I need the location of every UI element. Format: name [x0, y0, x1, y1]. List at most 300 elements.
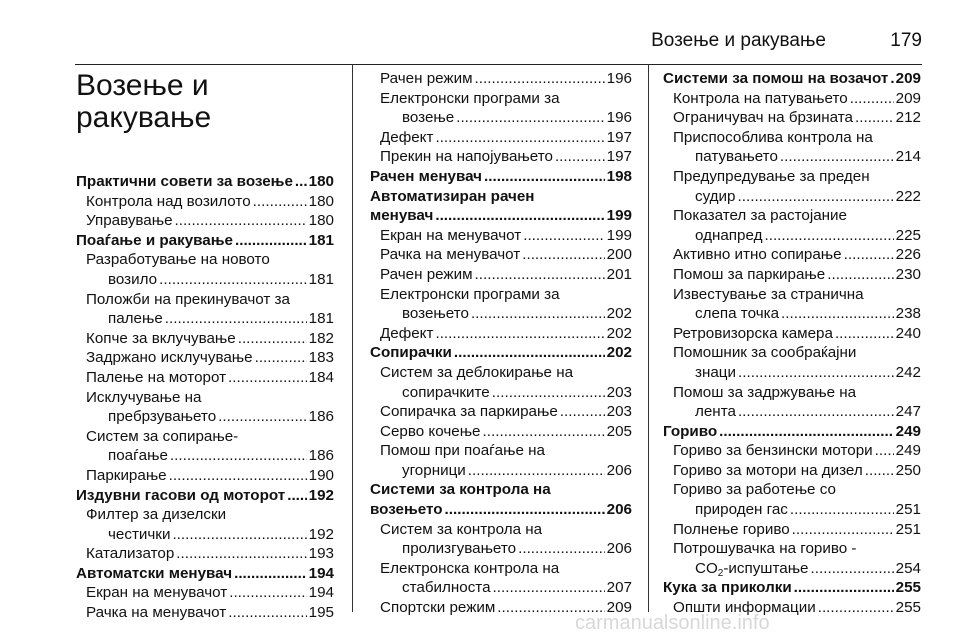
- toc-entry: [663, 245, 921, 265]
- entry-title-cont: однапред: [695, 226, 763, 244]
- entry-row: [380, 108, 632, 128]
- toc-entry: [663, 265, 921, 285]
- entry-title: Екран на менувачот: [380, 226, 522, 244]
- page-ref: 180: [308, 192, 334, 210]
- entry-title: Гориво за мотори на дизел: [673, 461, 863, 479]
- entry-row: [86, 583, 334, 603]
- toc-entry: [663, 108, 921, 128]
- page-ref: 226: [895, 246, 921, 264]
- page-ref: 242: [895, 363, 921, 381]
- leader-dots: [234, 564, 307, 584]
- entry-row: [673, 226, 921, 246]
- entry-title: Помошник за сообраќајни: [673, 344, 857, 362]
- leader-dots: [865, 461, 894, 481]
- entry-row: [673, 108, 921, 128]
- entry-row: [673, 500, 921, 520]
- leader-dots: [456, 108, 604, 128]
- chapter-title: Возење и ракување: [76, 69, 212, 134]
- entry-row: [673, 363, 921, 383]
- page-ref: 203: [606, 383, 632, 401]
- subscript: 2: [717, 567, 724, 579]
- entry-row: [673, 441, 921, 461]
- entry-title: Катализатор: [86, 545, 175, 563]
- entry-row: [380, 578, 632, 598]
- entry-title: Помош за паркирање: [673, 265, 826, 283]
- toc-column-3: [663, 64, 921, 618]
- entry-title: Систем за контрола на: [380, 520, 543, 538]
- toc-entry: [370, 226, 632, 246]
- toc-entry: [76, 290, 334, 329]
- page-ref: 205: [606, 422, 632, 440]
- page-ref: 183: [308, 349, 334, 367]
- leader-dots: [218, 407, 306, 427]
- leader-dots: [737, 187, 893, 207]
- leader-dots: [890, 69, 893, 89]
- leader-dots: [492, 383, 605, 403]
- leader-dots: [229, 583, 306, 603]
- entry-title: Рачен менувач: [370, 167, 482, 185]
- column-divider: [352, 64, 353, 612]
- entry-title: Разработување на новото: [86, 251, 270, 269]
- entry-title: Гориво за работење со: [673, 481, 836, 499]
- entry-row: [663, 422, 921, 442]
- entry-row: [380, 422, 632, 442]
- page-ref: 206: [606, 540, 632, 558]
- leader-dots: [780, 147, 894, 167]
- toc-section-entry: [76, 172, 334, 192]
- leader-dots: [228, 368, 307, 388]
- entry-title-cont: лента: [695, 403, 736, 421]
- toc-section-entry: [370, 167, 632, 187]
- toc-entry: [663, 285, 921, 324]
- entry-title: Показател за растојание: [673, 207, 847, 225]
- entry-row: [380, 226, 632, 246]
- leader-dots: [238, 329, 307, 349]
- leader-dots: [560, 402, 605, 422]
- page-ref: 250: [895, 461, 921, 479]
- page-ref: 202: [606, 305, 632, 323]
- leader-dots: [253, 192, 307, 212]
- entry-title: Ретровизорска камера: [673, 324, 833, 342]
- toc-entry: [76, 250, 334, 289]
- toc-list: [76, 172, 334, 623]
- page-ref: 184: [308, 368, 334, 386]
- entry-title: Системи за контрола на: [370, 481, 551, 499]
- entry-title-cont: возењето: [402, 305, 469, 323]
- toc-section-entry: [76, 486, 334, 506]
- entry-row: [370, 500, 632, 520]
- leader-dots: [435, 128, 604, 148]
- leader-dots: [827, 265, 893, 285]
- entry-title-cont: возењето: [370, 501, 443, 519]
- entry-title: Електронска контрола на: [380, 559, 560, 577]
- toc-entry: [370, 520, 632, 559]
- leader-dots: [175, 211, 307, 231]
- entry-row: [673, 89, 921, 109]
- entry-row: [76, 172, 334, 192]
- toc-entry: [370, 324, 632, 344]
- page-header: [0, 30, 960, 64]
- toc-entry: [76, 544, 334, 564]
- page-ref: 202: [606, 344, 632, 362]
- entry-title: Автоматизиран рачен: [370, 187, 535, 205]
- page-ref: 199: [606, 207, 632, 225]
- toc-entry: [76, 368, 334, 388]
- toc-entry: [370, 69, 632, 89]
- page-ref: 196: [606, 109, 632, 127]
- entry-title: Рачен режим: [380, 265, 473, 283]
- page-ref: 247: [895, 403, 921, 421]
- toc-entry: [370, 245, 632, 265]
- entry-row: [673, 520, 921, 540]
- toc-entry: [76, 388, 334, 427]
- entry-title-cont: пребрзувањето: [108, 408, 217, 426]
- toc-entry: [76, 427, 334, 466]
- entry-row: [380, 128, 632, 148]
- entry-title: Паркирање: [86, 466, 167, 484]
- page-ref: 238: [895, 305, 921, 323]
- entry-title: Копче за вклучување: [86, 329, 236, 347]
- page-ref: 230: [895, 265, 921, 283]
- leader-dots: [172, 525, 306, 545]
- page-ref: 186: [308, 447, 334, 465]
- toc-entry: [370, 265, 632, 285]
- entry-title-cont: природен гас: [695, 501, 788, 519]
- entry-row: [663, 578, 921, 598]
- entry-title: Помош за задржување на: [673, 383, 857, 401]
- toc-entry: [76, 348, 334, 368]
- leader-dots: [844, 245, 894, 265]
- leader-dots: [719, 422, 893, 442]
- entry-title: Кука за приколки: [663, 579, 792, 597]
- toc-section-entry: [663, 422, 921, 442]
- toc-column-1: [76, 64, 334, 623]
- entry-row: [86, 368, 334, 388]
- entry-title: Задржано исклучување: [86, 349, 253, 367]
- entry-title: Електронски програми за: [380, 89, 560, 107]
- entry-row: [86, 407, 334, 427]
- toc-entry: [663, 441, 921, 461]
- entry-title: Приспособлива контрола на: [673, 128, 873, 146]
- toc-entry: [370, 559, 632, 598]
- toc-list: [370, 69, 632, 618]
- leader-dots: [255, 348, 307, 368]
- entry-title-cont: патувањето: [695, 148, 778, 166]
- entry-title: Помош при поаѓање на: [380, 442, 545, 460]
- leader-dots: [454, 343, 605, 363]
- toc-entry: [76, 211, 334, 231]
- toc-entry: [663, 206, 921, 245]
- entry-title-cont: поаѓање: [108, 447, 168, 465]
- toc-entry: [663, 343, 921, 382]
- toc-entry: [663, 167, 921, 206]
- page-ref: 202: [606, 324, 632, 342]
- leader-dots: [445, 500, 605, 520]
- entry-title-cont: палење: [108, 310, 163, 328]
- leader-dots: [435, 324, 604, 344]
- page-ref: 193: [308, 545, 334, 563]
- toc-entry: [76, 505, 334, 544]
- toc-entry: [663, 324, 921, 344]
- toc-section-entry: [663, 69, 921, 89]
- page-ref: 181: [308, 270, 334, 288]
- toc-entry: [76, 603, 334, 623]
- toc-entry: [370, 363, 632, 402]
- leader-dots: [522, 245, 604, 265]
- page-ref: 212: [895, 109, 921, 127]
- entry-row: [370, 206, 632, 226]
- entry-row: [76, 564, 334, 584]
- entry-title: Систем за деблокирање на: [380, 363, 574, 381]
- column-divider: [648, 64, 649, 612]
- leader-dots: [235, 231, 307, 251]
- entry-title-cont: стабилноста: [402, 579, 491, 597]
- entry-title: Положби на прекинувачот за: [86, 290, 290, 308]
- page-ref: 206: [606, 461, 632, 479]
- entry-title: Систем за сопирање-: [86, 427, 239, 445]
- entry-title: Управување: [86, 212, 173, 230]
- entry-title: Исклучување на: [86, 388, 202, 406]
- entry-title: Општи информации: [673, 599, 816, 617]
- leader-dots: [287, 486, 306, 506]
- entry-title: Издувни гасови од моторот: [76, 486, 286, 504]
- toc-section-entry: [370, 343, 632, 363]
- entry-row: [673, 265, 921, 285]
- running-title: Возење и ракување: [651, 30, 826, 51]
- entry-title: Активно итно сопирање: [673, 246, 842, 264]
- page-ref: 180: [308, 212, 334, 230]
- page-ref: 251: [895, 501, 921, 519]
- entry-title: Сопирачки: [370, 344, 452, 362]
- entry-title-cont: угорници: [402, 461, 466, 479]
- toc-section-entry: [370, 480, 632, 519]
- toc-section-entry: [370, 187, 632, 226]
- page-ref: 194: [308, 584, 334, 602]
- toc-entry: [663, 383, 921, 422]
- toc-section-entry: [76, 231, 334, 251]
- page-ref: 201: [606, 265, 632, 283]
- leader-dots: [811, 559, 894, 579]
- toc-section-entry: [76, 564, 334, 584]
- entry-title-cont: $CO_2$-испуштање: [695, 559, 809, 579]
- leader-dots: [435, 206, 604, 226]
- entry-row: [673, 402, 921, 422]
- leader-dots: [855, 108, 894, 128]
- page-ref: 225: [895, 226, 921, 244]
- entry-row: [380, 383, 632, 403]
- page-ref: 255: [895, 599, 921, 617]
- leader-dots: [850, 89, 894, 109]
- page-ref: 194: [308, 564, 334, 582]
- entry-title: Електронски програми за: [380, 285, 560, 303]
- leader-dots: [794, 578, 894, 598]
- entry-row: [380, 539, 632, 559]
- leader-dots: [159, 270, 307, 290]
- page-ref: 209: [895, 89, 921, 107]
- page-ref: 180: [308, 173, 334, 190]
- leader-dots: [468, 461, 605, 481]
- toc-entry: [76, 583, 334, 603]
- leader-dots: [471, 304, 605, 324]
- entry-row: [673, 187, 921, 207]
- leader-dots: [835, 324, 894, 344]
- leader-dots: [555, 147, 605, 167]
- toc-entry: [370, 402, 632, 422]
- toc-entry: [663, 520, 921, 540]
- toc-entry: [663, 461, 921, 481]
- page-ref: 214: [895, 148, 921, 166]
- entry-row: [673, 245, 921, 265]
- toc-entry: [76, 466, 334, 486]
- entry-title-cont: сопирачките: [402, 383, 490, 401]
- entry-row: [370, 167, 632, 187]
- entry-title: Рачен режим: [380, 70, 473, 87]
- entry-row: [673, 559, 921, 579]
- page-ref: 249: [895, 422, 921, 440]
- entry-title-cont: честички: [108, 525, 171, 543]
- entry-row: [380, 402, 632, 422]
- leader-dots: [764, 226, 893, 246]
- page-ref: 209: [606, 599, 632, 617]
- leader-dots: [176, 544, 306, 564]
- leader-dots: [169, 466, 307, 486]
- entry-title: Известување за странична: [673, 285, 864, 303]
- entry-row: [76, 486, 334, 506]
- entry-row: [86, 309, 334, 329]
- entry-title: Контрола над возилото: [86, 192, 251, 210]
- page-ref: 197: [606, 148, 632, 166]
- entry-title: Дефект: [380, 128, 434, 146]
- toc-entry: [663, 480, 921, 519]
- entry-title: Практични совети за возење: [76, 173, 293, 190]
- entry-title: Екран на менувачот: [86, 584, 228, 602]
- leader-dots: [170, 446, 307, 466]
- entry-title: Поаѓање и ракување: [76, 231, 233, 249]
- page-ref: 199: [606, 226, 632, 244]
- entry-title: Автоматски менувач: [76, 564, 233, 582]
- entry-title-cont: слепа точка: [695, 305, 780, 323]
- entry-row: [380, 304, 632, 324]
- page-ref: 251: [895, 520, 921, 538]
- page-ref: 181: [308, 231, 334, 249]
- entry-title: Ограничувач на брзината: [673, 109, 853, 127]
- entry-row: [673, 147, 921, 167]
- entry-row: [86, 211, 334, 231]
- entry-row: [86, 525, 334, 545]
- entry-row: [86, 329, 334, 349]
- entry-title: Прекин на напојувањето: [380, 148, 553, 166]
- entry-row: [380, 245, 632, 265]
- entry-title: Контрола на патувањето: [673, 89, 848, 107]
- entry-row: [380, 265, 632, 285]
- leader-dots: [792, 520, 894, 540]
- leader-dots: [228, 603, 306, 623]
- entry-row: [673, 324, 921, 344]
- page-ref: 200: [606, 246, 632, 264]
- entry-row: [673, 304, 921, 324]
- entry-row: [76, 231, 334, 251]
- entry-title: Рачка на менувачот: [86, 604, 227, 622]
- entry-title-cont: менувач: [370, 207, 434, 225]
- entry-row: [380, 147, 632, 167]
- page-ref: 182: [308, 329, 334, 347]
- page-ref: 195: [308, 604, 334, 622]
- entry-title-tail: -испуштање: [723, 559, 809, 577]
- page-ref: 240: [895, 324, 921, 342]
- page-ref: 249: [895, 442, 921, 460]
- entry-title: Сопирачка за паркирање: [380, 403, 558, 421]
- toc-entry: [370, 147, 632, 167]
- leader-dots: [518, 539, 605, 559]
- entry-title-cont: судир: [695, 187, 736, 205]
- entry-title: Рачка на менувачот: [380, 246, 521, 264]
- page-ref: 198: [606, 167, 632, 185]
- leader-dots: [818, 598, 894, 618]
- entry-row: [86, 192, 334, 212]
- entry-title: Гориво: [663, 422, 718, 440]
- entry-row: [370, 343, 632, 363]
- entry-title-cont: пролизгувањето: [402, 540, 517, 558]
- toc-entry: [663, 128, 921, 167]
- page-ref: 222: [895, 187, 921, 205]
- entry-title-cont: возење: [402, 109, 455, 127]
- page-ref: 181: [308, 310, 334, 328]
- leader-dots: [493, 578, 605, 598]
- entry-title: Предупредување за преден: [673, 167, 870, 185]
- entry-title: Дефект: [380, 324, 434, 342]
- leader-dots: [475, 69, 605, 89]
- entry-title-cont: возило: [108, 270, 158, 288]
- entry-title: Системи за помош на возачот: [663, 70, 889, 87]
- toc-entry: [76, 329, 334, 349]
- entry-row: [86, 348, 334, 368]
- page-ref: 203: [606, 403, 632, 421]
- entry-row: [673, 461, 921, 481]
- page-ref: 192: [308, 525, 334, 543]
- entry-row: [86, 270, 334, 290]
- page-ref: 255: [895, 579, 921, 597]
- entry-title: Филтер за дизелски: [86, 506, 227, 524]
- leader-dots: [484, 167, 605, 187]
- toc-list: [663, 69, 921, 618]
- entry-title: Палење на моторот: [86, 368, 227, 386]
- entry-title-cont: знаци: [695, 363, 736, 381]
- toc-entry: [370, 422, 632, 442]
- page-ref: 197: [606, 128, 632, 146]
- entry-row: [663, 69, 921, 89]
- page-number: 179: [890, 30, 922, 51]
- page-ref: 206: [606, 501, 632, 519]
- watermark: carmanualsonline.info: [575, 612, 770, 634]
- toc-column-2: [370, 64, 632, 618]
- entry-row: [86, 466, 334, 486]
- page-ref: 186: [308, 408, 334, 426]
- leader-dots: [165, 309, 307, 329]
- entry-row: [380, 324, 632, 344]
- leader-dots: [738, 402, 894, 422]
- leader-dots: [781, 304, 894, 324]
- toc-entry: [370, 89, 632, 128]
- toc-section-entry: [663, 578, 921, 598]
- entry-row: [86, 603, 334, 623]
- entry-title: Серво кочење: [380, 422, 481, 440]
- leader-dots: [875, 441, 894, 461]
- leader-dots: [295, 172, 307, 192]
- leader-dots: [483, 422, 605, 442]
- page-ref: 207: [606, 579, 632, 597]
- entry-title: Гориво за бензински мотори: [673, 442, 873, 460]
- toc-entry: [370, 285, 632, 324]
